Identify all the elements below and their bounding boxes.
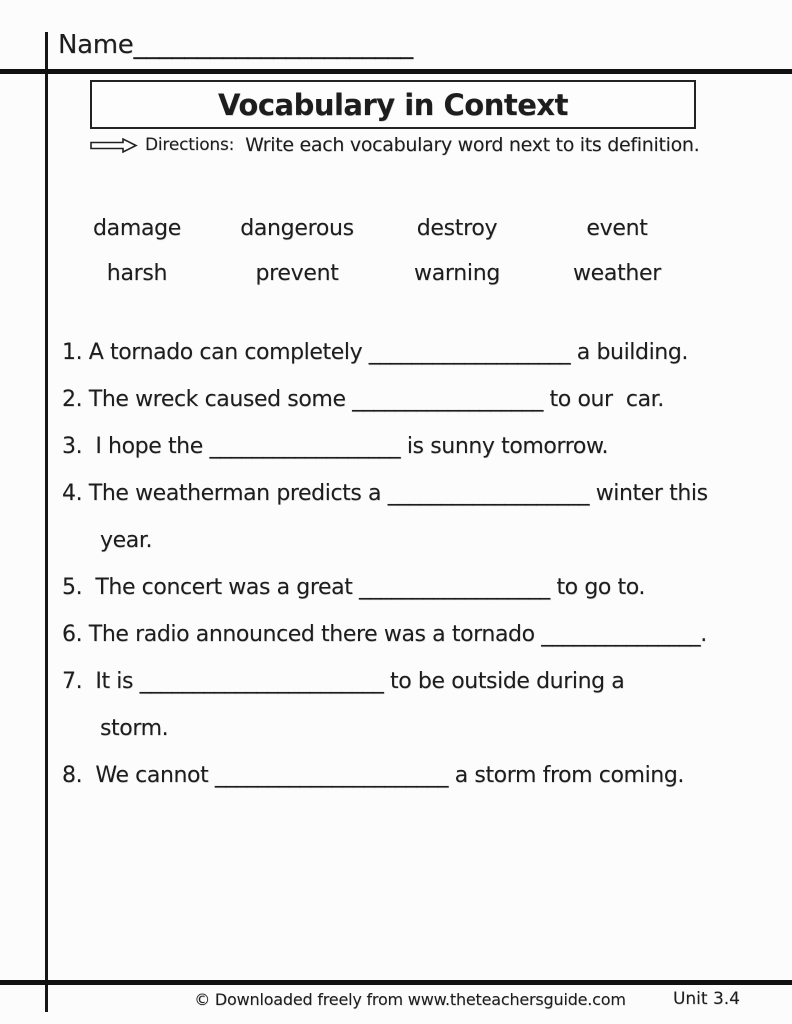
- word-bank-word: weather: [572, 261, 662, 286]
- question-item: [62, 376, 774, 423]
- question-item: [62, 658, 774, 752]
- question-item: [62, 564, 774, 611]
- page-title: Vocabulary in Context: [218, 87, 568, 122]
- question-line: 3. I hope the __________________ is sunny tomorrow.: [62, 434, 609, 459]
- left-margin-line: [45, 32, 48, 1012]
- question-item: [62, 611, 774, 658]
- question-line: 4. The weatherman predicts a ___________________ winter this: [62, 481, 708, 506]
- word-bank-word: dangerous: [240, 216, 354, 241]
- question-line: 5. The concert was a great __________________ to go to.: [62, 575, 646, 600]
- question-item: [62, 423, 774, 470]
- directions-row: [90, 134, 699, 156]
- questions: [62, 329, 774, 799]
- word-bank-word: destroy: [416, 216, 498, 241]
- top-rule-line: [0, 69, 792, 74]
- question-line-continued: year.: [100, 528, 153, 553]
- word-bank-word: harsh: [106, 261, 168, 286]
- directions-text: Write each vocabulary word next to its definition.: [239, 134, 700, 156]
- word-bank-word: warning: [414, 261, 500, 286]
- word-bank-word: event: [586, 216, 648, 241]
- footer-unit-label: Unit 3.4: [672, 989, 740, 1009]
- question-item: [62, 329, 774, 376]
- bottom-rule-line: [0, 980, 792, 985]
- word-bank-word: damage: [92, 216, 182, 241]
- question-line: 1. A tornado can completely ___________________ a building.: [62, 340, 688, 365]
- word-bank-word: prevent: [255, 261, 339, 286]
- footer-credit: © Downloaded freely from www.theteachersguide.com: [194, 990, 626, 1009]
- directions-label: Directions:: [145, 135, 240, 155]
- question-line: 6. The radio announced there was a tornado _______________.: [62, 622, 707, 647]
- question-line: 8. We cannot ______________________ a storm from coming.: [62, 763, 685, 788]
- question-item: [62, 470, 774, 564]
- title-box: [90, 80, 696, 129]
- question-line: 7. It is _______________________ to be outside during a: [62, 669, 625, 694]
- right-arrow-outline-icon: [90, 138, 138, 153]
- question-line-continued: storm.: [100, 716, 169, 741]
- question-item: [62, 752, 774, 799]
- name-blank-line: Name______________________: [58, 30, 413, 60]
- question-line: 2. The wreck caused some __________________ to our car.: [62, 387, 664, 412]
- word-bank: [57, 206, 702, 296]
